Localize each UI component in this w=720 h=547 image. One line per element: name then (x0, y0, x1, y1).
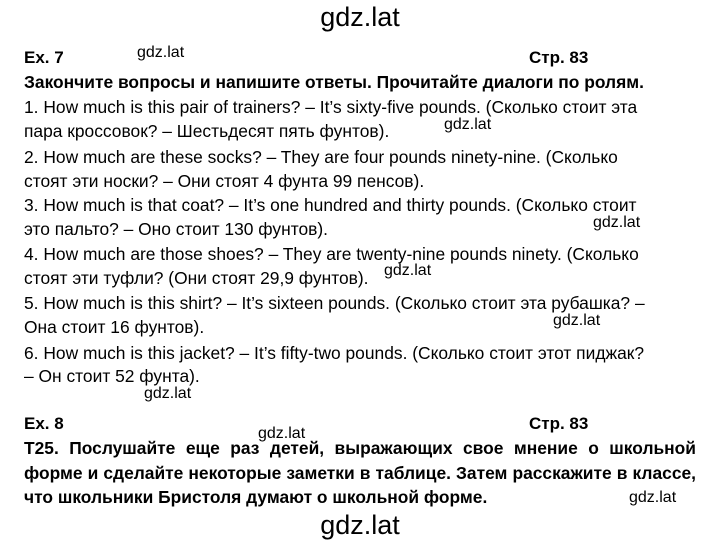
exercise-8-label: Ex. 8 (24, 414, 64, 433)
watermark: gdz.lat (629, 489, 677, 506)
exercise-7-line: 6. How much is this jacket? – It’s fifty-two pounds. (Сколько стоит этот пиджак? (24, 343, 645, 363)
exercise-7-line: 2. How much are these socks? – They are four pounds ninety-nine. (Сколько (24, 147, 618, 167)
watermark: gdz.lat (444, 116, 492, 133)
exercise-7-line: пара кроссовок? – Шестьдесят пять фунтов). (24, 121, 390, 141)
watermark: gdz.lat (553, 312, 601, 329)
exercise-7-line: стоят эти носки? – Они стоят 4 фунта 99 пенсов). (24, 171, 425, 191)
exercise-7-line: 3. How much is that coat? – It’s one hundred and thirty pounds. (Сколько стоит (24, 195, 637, 215)
exercise-7-label: Ex. 7 (24, 48, 64, 67)
header-watermark: gdz.lat (320, 2, 400, 32)
watermark: gdz.lat (593, 214, 641, 231)
watermark: gdz.lat (144, 385, 192, 402)
exercise-7-line: 5. How much is this shirt? – It’s sixteen pounds. (Сколько стоит эта рубашка? – (24, 293, 645, 313)
exercise-7-line: это пальто? – Оно стоит 130 фунтов). (24, 219, 328, 239)
exercise-7-line: – Он стоит 52 фунта). (24, 366, 200, 386)
exercise-7-line: 1. How much is this pair of trainers? – It’s sixty-five pounds. (Сколько стоит эта (24, 97, 638, 117)
exercise-7-line: 4. How much are those shoes? – They are twenty-nine pounds ninety. (Сколько (24, 244, 639, 264)
exercise-8-page: Стр. 83 (529, 414, 589, 433)
footer-watermark: gdz.lat (320, 510, 400, 540)
exercise-7-line: стоят эти туфли? (Они стоят 29,9 фунтов). (24, 268, 369, 288)
exercise-7-instruction: Закончите вопросы и напишите ответы. Прочитайте диалоги по ролям. (24, 72, 644, 92)
exercise-8-text: T25. Послушайте еще раз детей, выражающих свое мнение о школьной форме и сделайте некоторые заметки в таблице. Затем расскажите в классе, что школьники Бристоля думают о школьной форме. (24, 438, 696, 507)
exercise-7-page: Стр. 83 (529, 48, 589, 67)
watermark: gdz.lat (137, 44, 185, 61)
exercise-7-line: Она стоит 16 фунтов). (24, 317, 205, 337)
watermark: gdz.lat (384, 262, 432, 279)
watermark: gdz.lat (258, 425, 306, 442)
